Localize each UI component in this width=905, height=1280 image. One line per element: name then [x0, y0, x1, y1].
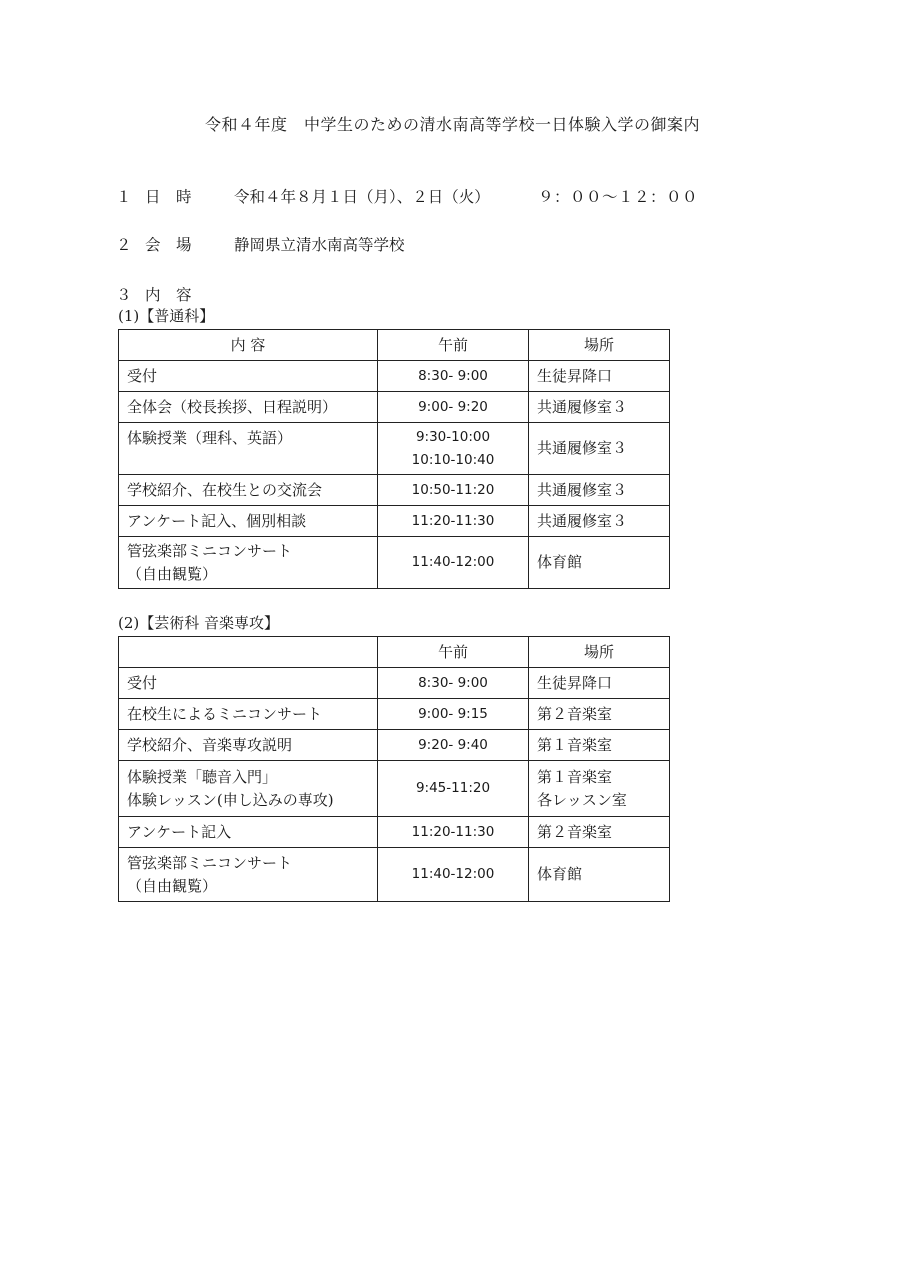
cell-place-line: 第１音楽室 [537, 767, 613, 786]
table-row [119, 730, 670, 761]
cell-content: 学校紹介、音楽専攻説明 [119, 730, 378, 761]
cell-place: 第１音楽室 [529, 730, 670, 761]
cell-place-line: 各レッスン室 [537, 790, 627, 809]
cell-time: 9:20- 9:40 [378, 730, 529, 761]
cell-time: 11:40-12:00 [378, 537, 529, 589]
document-title: 令和４年度 中学生のための清水南高等学校一日体験入学の御案内 [204, 115, 700, 134]
table-row [119, 537, 670, 589]
music-course-table [118, 636, 670, 902]
cell-content [119, 537, 378, 589]
cell-content-line: （自由観覧） [127, 876, 218, 895]
cell-content-line: 体験授業「聴音入門」 [127, 767, 278, 786]
date-value: 令和４年８月１日（月）、２日（火） [234, 188, 490, 206]
cell-place: 第２音楽室 [529, 817, 670, 848]
cell-content: アンケート記入、個別相談 [119, 506, 378, 537]
cell-content-line: 管弦楽部ミニコンサート [127, 853, 293, 872]
table-row [119, 761, 670, 817]
item-number: ３ [116, 286, 132, 304]
item-number: ２ [116, 236, 132, 254]
cell-place: 共通履修室３ [529, 392, 670, 423]
header-content [119, 637, 378, 668]
cell-place: 共通履修室３ [529, 506, 670, 537]
cell-time [378, 423, 529, 475]
table-row [119, 668, 670, 699]
item-label: 会 場 [145, 236, 192, 254]
item-label: 日 時 [145, 188, 192, 206]
cell-time-line: 9:30-10:00 [415, 428, 491, 445]
table-row [119, 392, 670, 423]
cell-place: 第２音楽室 [529, 699, 670, 730]
table-header-row [119, 330, 670, 361]
cell-content: 受付 [119, 668, 378, 699]
cell-time: 11:20-11:30 [378, 506, 529, 537]
header-place: 場所 [529, 330, 670, 361]
cell-time: 9:00- 9:15 [378, 699, 529, 730]
header-time: 午前 [378, 330, 529, 361]
cell-time: 8:30- 9:00 [378, 668, 529, 699]
cell-content: 在校生によるミニコンサート [119, 699, 378, 730]
cell-content [119, 761, 378, 817]
header-place: 場所 [529, 637, 670, 668]
table-row [119, 817, 670, 848]
cell-place [529, 761, 670, 817]
cell-content: 受付 [119, 361, 378, 392]
cell-place: 体育館 [529, 537, 670, 589]
cell-time-line: 10:10-10:40 [411, 451, 495, 468]
item-venue [0, 233, 905, 255]
cell-content-line: 体験レッスン(申し込みの専攻) [127, 790, 334, 809]
table-row [119, 361, 670, 392]
section2-heading: (2)【芸術科 音楽専攻】 [118, 614, 280, 632]
time-range: ９：００〜１２：００ [538, 188, 699, 206]
cell-content: アンケート記入 [119, 817, 378, 848]
table-row [119, 848, 670, 902]
table-row [119, 699, 670, 730]
table-row [119, 506, 670, 537]
cell-time: 9:45-11:20 [378, 761, 529, 817]
table-row [119, 475, 670, 506]
cell-content-line: （自由観覧） [127, 564, 218, 583]
cell-place: 生徒昇降口 [529, 668, 670, 699]
cell-content: 全体会（校長挨拶、日程説明） [119, 392, 378, 423]
header-content: 内 容 [119, 330, 378, 361]
general-course-table [118, 329, 670, 589]
item-label: 内 容 [145, 286, 192, 304]
cell-place: 生徒昇降口 [529, 361, 670, 392]
cell-place: 体育館 [529, 848, 670, 902]
cell-content [119, 848, 378, 902]
header-time: 午前 [378, 637, 529, 668]
item-date [0, 185, 905, 207]
cell-content-line: 管弦楽部ミニコンサート [127, 541, 293, 560]
item-content [0, 283, 905, 305]
table-row [119, 423, 670, 475]
cell-content: 体験授業（理科、英語） [119, 423, 378, 475]
cell-time: 11:20-11:30 [378, 817, 529, 848]
cell-time: 8:30- 9:00 [378, 361, 529, 392]
cell-time: 11:40-12:00 [378, 848, 529, 902]
table-header-row [119, 637, 670, 668]
cell-content: 学校紹介、在校生との交流会 [119, 475, 378, 506]
cell-place: 共通履修室３ [529, 423, 670, 475]
cell-place: 共通履修室３ [529, 475, 670, 506]
venue-value: 静岡県立清水南高等学校 [234, 236, 405, 254]
section1-heading: (1)【普通科】 [118, 307, 215, 325]
cell-time: 10:50-11:20 [378, 475, 529, 506]
cell-time: 9:00- 9:20 [378, 392, 529, 423]
item-number: １ [116, 188, 132, 206]
